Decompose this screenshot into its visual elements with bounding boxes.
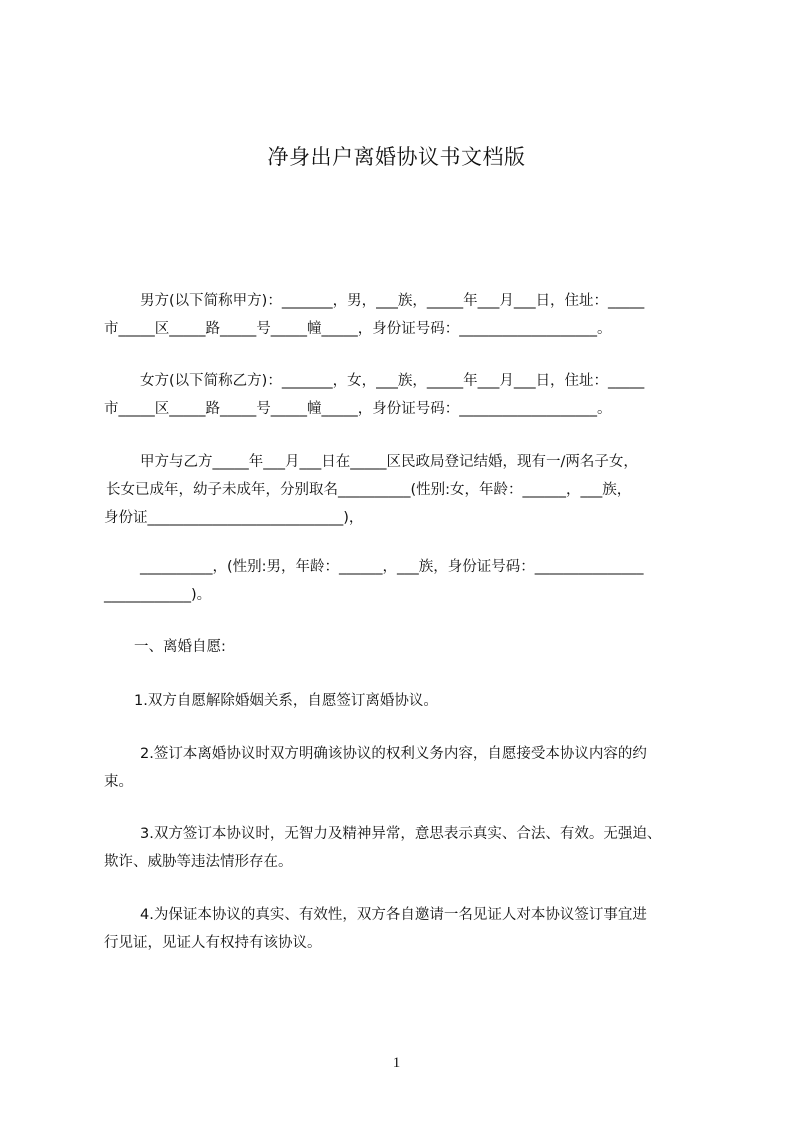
paragraph-male-party xyxy=(104,287,704,343)
item-3 xyxy=(104,820,704,876)
item-4-line-2: 行见证，见证人有权持有该协议。 xyxy=(104,935,322,951)
item-3-line-1: 3.双方签订本协议时，无智力及精神异常，意思表示真实、合法、有效。无强迫、 xyxy=(140,826,662,842)
paragraph-female-party xyxy=(104,367,704,423)
item-1-line-1: 1.双方自愿解除婚姻关系，自愿签订离婚协议。 xyxy=(134,693,438,709)
male-party-line-2: 市_____区_____路_____号_____幢_____，身份证号码：___________________。 xyxy=(104,321,612,337)
male-party-line-1: 男方(以下简称甲方)：_______，男，___族，_____年___月___日，住址：_____ xyxy=(140,293,645,309)
item-1 xyxy=(104,687,704,715)
section-1-heading: 一、离婚自愿: xyxy=(134,639,226,655)
item-4 xyxy=(104,901,704,957)
document-title: 净身出户离婚协议书文档版 xyxy=(267,145,526,169)
item-2-line-2: 束。 xyxy=(104,774,133,790)
paragraph-marriage-info xyxy=(104,448,704,532)
item-3-line-2: 欺诈、威胁等违法情形存在。 xyxy=(104,854,293,870)
son-line-2: ____________)。 xyxy=(104,587,212,603)
item-4-line-1: 4.为保证本协议的真实、有效性，双方各自邀请一名见证人对本协议签订事宜进 xyxy=(140,907,647,923)
son-line-1: __________，(性别:男，年龄：______，___族，身份证号码：_______________ xyxy=(140,559,644,575)
page-number: 1 xyxy=(392,1055,401,1071)
female-party-line-1: 女方(以下简称乙方)：_______，女，___族，_____年___月___日，住址：_____ xyxy=(140,373,645,389)
marriage-line-2: 长女已成年，幼子未成年，分别取名__________(性别:女，年龄：______，___族， xyxy=(106,482,632,498)
marriage-line-3: 身份证___________________________)， xyxy=(104,510,364,526)
female-party-line-2: 市_____区_____路_____号_____幢_____，身份证号码：___________________。 xyxy=(104,401,612,417)
paragraph-son-info xyxy=(104,553,704,609)
item-2 xyxy=(104,740,704,796)
item-2-line-1: 2.签订本离婚协议时双方明确该协议的权利义务内容，自愿接受本协议内容的约 xyxy=(140,746,647,762)
section-heading-voluntary-divorce xyxy=(104,633,704,661)
marriage-line-1: 甲方与乙方_____年___月___日在_____区民政局登记结婚，现有一/两名子女， xyxy=(140,454,638,470)
